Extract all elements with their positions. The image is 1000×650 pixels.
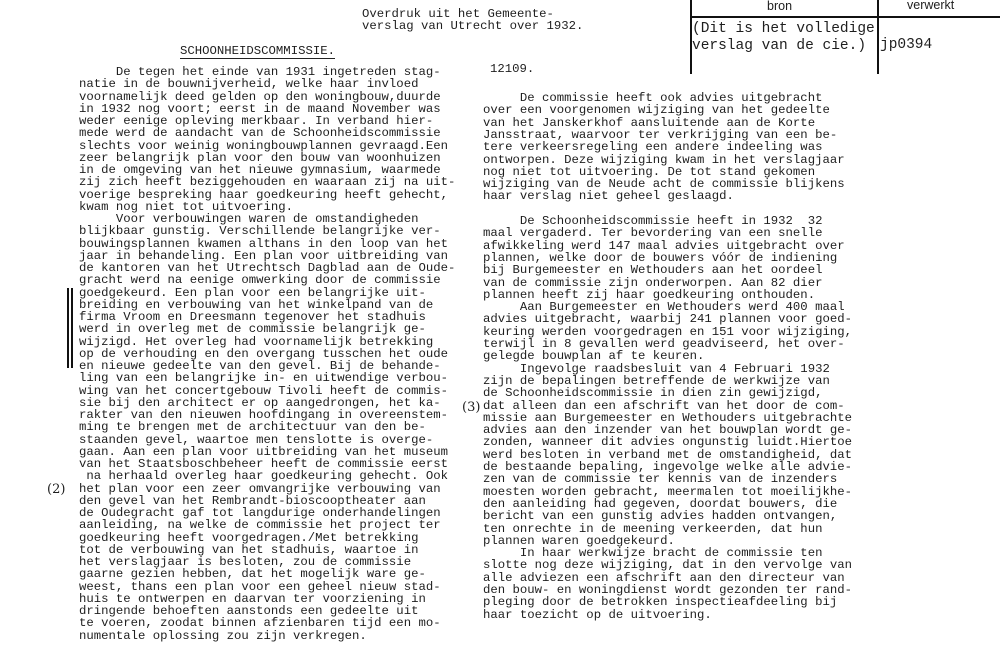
- text-line: haar verslag niet geheel geslaagd.: [483, 189, 734, 204]
- text-line: staanden gevel, waartoe men tenslotte is overge-: [79, 432, 434, 447]
- text-line: het verslagjaar is besloten, zou de commissie: [79, 555, 412, 569]
- text-line: zen van de commissie ter kennis van de inzenders: [483, 472, 838, 487]
- text-line: De tegen het einde van 1931 ingetreden stag-: [79, 65, 441, 79]
- text-line: den gevel van het Rembrandt-bioscooptheater aan: [79, 493, 426, 508]
- table-border-middle: [877, 0, 879, 74]
- text-line: firma Vroom en Dreesmann tegenover het stadhuis: [79, 310, 426, 324]
- text-line: wijzigd. Het overleg had voornamelijk betrekking: [79, 334, 434, 349]
- text-line: van het Janskerkhof aansluitende aan de Korte: [483, 115, 816, 130]
- text-line: na herhaald overleg haar goedkeuring gehecht. Ook: [79, 469, 448, 484]
- text-line: Ingevolge raadsbesluit van 4 Februari 1932: [483, 361, 830, 376]
- text-line: bij Burgemeester en Wethouders aan het oordeel: [483, 263, 823, 278]
- text-line: Jansstraat, waarvoor ter verkrijging van een be-: [483, 127, 838, 142]
- text-line: maal vergaderd. Ter bevordering van een snelle: [483, 226, 823, 241]
- text-line: dat alleen dan een afschrift van het door de com-: [483, 398, 845, 413]
- text-line: plannen waren goedgekeurd.: [483, 533, 675, 548]
- text-line: van het Staatsboschbeheer heeft de commissie eerst: [79, 457, 448, 471]
- text-line: huis te ontwerpen en daarvan ter voorziening in: [79, 591, 426, 606]
- text-line: numentale oplossing zou zijn verkregen.: [79, 628, 367, 643]
- text-line: rakter van den nieuwen hoofdingang in overeenstem-: [79, 408, 448, 422]
- text-line: kwam nog niet tot uitvoering.: [79, 199, 294, 214]
- text-line: de Oudegracht gaf tot langdurige onderhandelingen: [79, 506, 441, 520]
- overprint-header-line2: verslag van Utrecht over 1932.: [362, 19, 584, 33]
- text-line: ling van een belangrijke in- en uitwendige verbou-: [79, 371, 448, 386]
- text-line: slechts voor weinig woningbouwplannen gevraagd.Een: [79, 138, 448, 153]
- text-line: bericht van een gunstig advies hadden ontvangen,: [483, 509, 838, 524]
- text-line: mede werd de aandacht van de Schoonheidscommissie: [79, 126, 441, 141]
- text-line: In haar werkwijze bracht de commissie ten: [483, 546, 823, 561]
- text-line: van de commissie zijn onderworpen. Aan 82 dier: [483, 275, 823, 290]
- processed-code: jp0394: [880, 37, 933, 53]
- text-line: goedgekeurd. Een plan voor een belangrijke uit-: [79, 285, 426, 300]
- text-line: sie bij den architect er op aangedrongen, het ka-: [79, 395, 441, 410]
- text-line: ontworpen. Deze wijziging kwam in het verslagjaar: [483, 152, 845, 167]
- text-line: aanleiding, na welke de commissie het project ter: [79, 518, 441, 533]
- text-line: den aanleiding had gegeven, doordat bouwers, die: [483, 496, 838, 511]
- text-line: advies uitgebracht, waarbij 241 plannen voor goed-: [483, 312, 852, 327]
- text-line: terwijl in 8 gevallen werd geadviseerd, het over-: [483, 337, 845, 351]
- text-line: en nieuwe gedeelte van den gevel. Bij de behande-: [79, 359, 441, 373]
- text-line: tot de verbouwing van het stadhuis, waartoe in: [79, 542, 419, 557]
- text-line: op de verhouding en den overgang tusschen het oude: [79, 346, 448, 361]
- text-line: Voor verbouwingen waren de omstandigheden: [79, 212, 419, 226]
- text-line: de bestaande bepaling, ingevolge welke alle advie-: [483, 460, 852, 474]
- text-line: natie in de bouwnijverheid, welke haar invloed: [79, 77, 419, 92]
- text-line: goedkeuring heeft voorgedragen./Met betrekking: [79, 530, 419, 545]
- text-line: gaan. Aan een plan voor uitbreiding van het museum: [79, 444, 448, 459]
- text-line: in de omgeving van het nieuwe gymnasium, waarmede: [79, 163, 441, 177]
- text-line: blijkbaar gunstig. Verschillende belangrijke ver-: [79, 224, 441, 239]
- text-line: gracht werd na eenige omwerking door de commissie: [79, 273, 441, 288]
- text-line: voornamelijk deed gelden op den woningbouw,duurde: [79, 89, 441, 104]
- text-line: het plan voor een zeer omvangrijke verbouwing van: [79, 481, 441, 496]
- text-line: de Schoonheidscommissie in dien zin gewijzigd,: [483, 386, 823, 401]
- text-line: Aan Burgemeester en Wethouders werd 400 maal: [483, 300, 845, 315]
- margin-bar-1: [67, 288, 69, 368]
- table-header-divider: [690, 16, 1000, 18]
- text-line: ming te brengen met de architectuur van den be-: [79, 420, 426, 435]
- text-line: den bouw- en woningdienst wordt gezonden ter rand-: [483, 583, 852, 597]
- text-line: slotte nog deze wijziging, dat in den vervolge van: [483, 558, 852, 573]
- text-line: te voeren, zoodat binnen afzienbaren tijd een mo-: [79, 616, 441, 631]
- text-line: zij zich heeft beziggehouden en waaraan zij na uit-: [79, 175, 456, 190]
- text-line: voerige bespreking haar goedkeuring heeft gehecht,: [79, 187, 448, 202]
- text-line: zonden, wanneer dit advies ongunstig luidt.Hiertoe: [483, 435, 852, 450]
- overprint-header-line1: Overdruk uit het Gemeente-: [362, 7, 554, 21]
- text-line: wijziging van de Neude acht de commissie blijkens: [483, 177, 845, 192]
- text-line: gelegde bouwplan af te keuren.: [483, 349, 705, 364]
- text-line: over een voorgenomen wijziging van het gedeelte: [483, 103, 830, 118]
- text-line: De commissie heeft ook advies uitgebracht: [483, 91, 823, 105]
- text-line: plannen, welke door de bouwers vóór de indiening: [483, 250, 838, 265]
- text-line: weest, thans een plan voor een geheel nieuw stad-: [79, 579, 441, 594]
- text-line: wing van het concertgebouw Tivoli heeft de commis-: [79, 383, 448, 398]
- text-line: pleging door de betrokken inspectieafdeeling bij: [483, 595, 838, 610]
- text-line: gaarne gezien hebben, dat het mogelijk ware ge-: [79, 567, 426, 582]
- table-header-source: bron: [767, 0, 793, 13]
- text-line: weder eenige opleving merkbaar. In verband hier-: [79, 114, 434, 128]
- table-header-processed: verwerkt: [907, 0, 955, 12]
- text-line: zijn de bepalingen betreffende de werkwijze van: [483, 373, 830, 388]
- document-title: SCHOONHEIDSCOMMISSIE.: [180, 44, 335, 58]
- text-line: De Schoonheidscommissie heeft in 1932 32: [483, 214, 823, 228]
- text-line: tere verkeersregeling een andere indeeling was: [483, 140, 823, 155]
- text-line: moesten worden gebracht, meermalen tot moeilijkhe-: [483, 484, 852, 499]
- source-note-line1: (Dit is het volledige: [692, 21, 875, 37]
- text-line: alle adviezen een afschrift aan den directeur van: [483, 570, 845, 585]
- text-line: advies aan den inzender van het bouwplan wordt ge-: [483, 423, 852, 438]
- text-line: in 1932 nog voort; eerst in de maand November was: [79, 101, 441, 116]
- text-line: bouwingsplannen kwamen althans in den loop van het: [79, 236, 448, 251]
- text-line: jaar in behandeling. Een plan voor uitbreiding van: [79, 248, 448, 263]
- text-line: zeer belangrijk plan voor den bouw van woonhuizen: [79, 150, 441, 165]
- margin-marker-right: (3): [462, 400, 481, 415]
- text-line: afwikkeling werd 147 maal advies uitgebracht over: [483, 238, 845, 253]
- text-line: dringende behoeften aanstonds een gedeelte uit: [79, 604, 419, 618]
- text-line: plannen heeft zij haar goedkeuring onthouden.: [483, 287, 816, 302]
- text-line: nog niet tot uitvoering. De tot stand gekomen: [483, 164, 816, 179]
- text-line: de kantoren van het Utrechtsch Dagblad aan de Oude-: [79, 261, 456, 275]
- text-line: werd in overleg met de commissie belangrijk ge-: [79, 322, 426, 337]
- text-line: werd besloten in verband met de omstandigheid, dat: [483, 447, 852, 462]
- text-line: ten onrechte in de meening verkeerden, dat hun: [483, 521, 823, 536]
- source-note-line2: verslag van de cie.): [692, 38, 867, 54]
- margin-marker-left: (2): [47, 482, 66, 497]
- text-line: keuring werden voorgedragen en 151 voor wijziging,: [483, 324, 852, 339]
- text-line: missie aan Burgemeester en Wethouders uitgebrachte: [483, 410, 852, 425]
- margin-bar-2: [71, 288, 73, 368]
- page-number: 12109.: [490, 62, 535, 76]
- text-line: haar toezicht op de uitvoering.: [483, 607, 712, 622]
- text-line: breiding en verbouwing van het winkelpand van de: [79, 297, 434, 312]
